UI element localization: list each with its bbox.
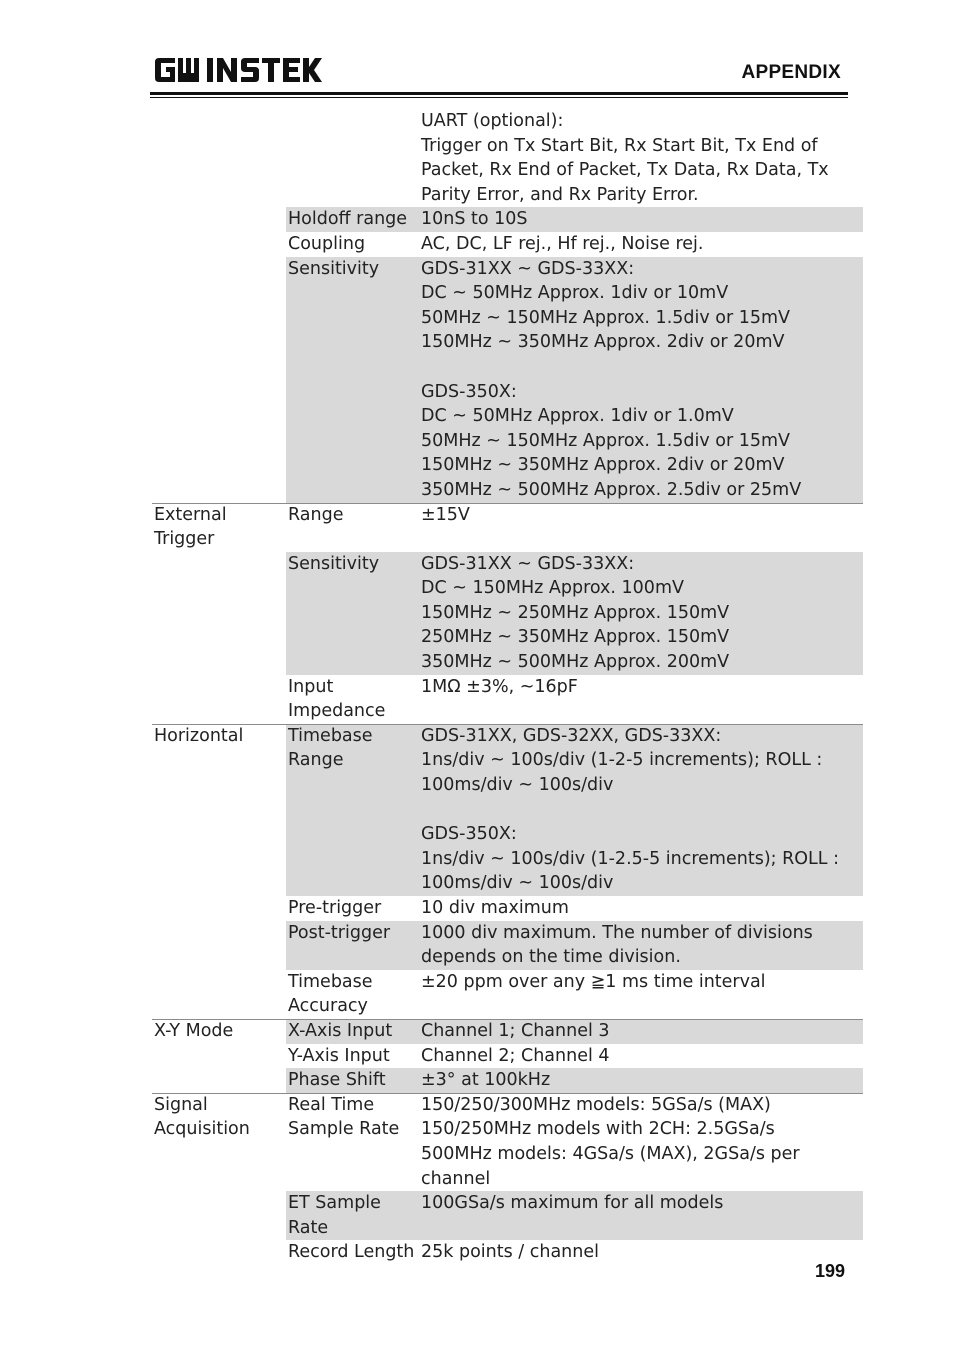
row-label: Coupling [288, 233, 366, 254]
row-group [152, 970, 286, 1019]
row-value: ±20 ppm over any ≧1 ms time interval [421, 971, 766, 992]
row-value: 25k points / channel [421, 1242, 599, 1263]
row-label: Range [288, 504, 344, 525]
table-row [152, 1240, 863, 1265]
row-group [152, 232, 286, 257]
row-label: Pre-trigger [288, 898, 382, 918]
table-row [152, 552, 863, 675]
row-group [152, 109, 286, 207]
table-row [152, 675, 863, 724]
row-group [152, 257, 286, 503]
row-label: Post-trigger [286, 921, 419, 970]
spec-table [152, 109, 863, 1265]
table-row [152, 1068, 863, 1093]
row-label [286, 109, 419, 207]
section-title: APPENDIX [741, 62, 841, 83]
row-group [152, 921, 286, 970]
row-group [152, 675, 286, 724]
row-group: X-Y Mode [154, 1020, 234, 1041]
table-row [152, 109, 863, 207]
row-group [152, 1240, 286, 1265]
table-row [152, 921, 863, 970]
table-row [152, 970, 863, 1019]
row-value: AC, DC, LF rej., Hf rej., Noise rej. [421, 233, 704, 254]
row-label: Holdoff range [286, 207, 419, 232]
row-group [152, 1044, 286, 1069]
row-group: Horizontal [154, 725, 244, 746]
row-label: ET Sample Rate [286, 1191, 419, 1240]
row-label: Sensitivity [286, 552, 419, 675]
row-value: GDS-31XX, GDS-32XX, GDS-33XX: 1ns/div ~ 100s/div (1-2-5 increments); ROLL : 100ms/div ~ 100s/div GDS-350X: 1ns/div ~ 100s/div (1-2.5-5 increments); ROLL : 100ms/div ~ 100s/div [419, 724, 863, 896]
row-value: GDS-31XX ~ GDS-33XX: DC ~ 50MHz Approx. 1div or 10mV 50MHz ~ 150MHz Approx. 1.5div or 15mV 150MHz ~ 350MHz Approx. 2div or 20mV GDS-350X: DC ~ 50MHz Approx. 1div or 1.0mV 50MHz ~ 150MHz Approx. 1.5div or 15mV 150MHz ~ 350MHz Approx. 2div or 20mV 350MHz ~ 500MHz Approx. 2.5div or 25mV [419, 257, 863, 503]
header-rule-thin [150, 97, 848, 98]
row-value: 100GSa/s maximum for all models [419, 1191, 863, 1240]
row-value: GDS-31XX ~ GDS-33XX: DC ~ 150MHz Approx. 100mV 150MHz ~ 250MHz Approx. 150mV 250MHz ~ 350MHz Approx. 150mV 350MHz ~ 500MHz Approx. 200mV [419, 552, 863, 675]
row-label: Phase Shift [286, 1068, 419, 1093]
row-value: ±15V [421, 504, 470, 525]
row-value: 10nS to 10S [419, 207, 863, 232]
row-value: Channel 1; Channel 3 [419, 1019, 863, 1044]
row-label: Sensitivity [286, 257, 419, 503]
table-row [152, 1093, 863, 1191]
gw-instek-logo [153, 56, 323, 84]
row-group [152, 1191, 286, 1240]
page-number: 199 [814, 1261, 845, 1281]
row-value: 10 div maximum [421, 898, 569, 918]
row-label: X-Axis Input [286, 1019, 419, 1044]
table-row [152, 232, 863, 257]
table-row [152, 1044, 863, 1069]
row-value: 1MΩ ±3%, ~16pF [421, 676, 578, 697]
row-group [152, 1068, 286, 1093]
table-row [152, 896, 863, 921]
row-label: Timebase Accuracy [288, 971, 373, 1017]
row-group: Signal Acquisition [154, 1094, 250, 1140]
row-label: Record Length [288, 1242, 415, 1263]
row-value: Channel 2; Channel 4 [421, 1045, 610, 1066]
row-label: Y-Axis Input [288, 1045, 390, 1066]
table-row [152, 1019, 863, 1044]
row-value: 1000 div maximum. The number of divisions depends on the time division. [419, 921, 863, 970]
header-rule [150, 92, 848, 95]
table-row [152, 724, 863, 896]
table-row [152, 503, 863, 552]
row-label: Input Impedance [288, 676, 386, 722]
table-row [152, 1191, 863, 1240]
row-group [152, 896, 286, 921]
row-group [152, 207, 286, 232]
row-value: 150/250/300MHz models: 5GSa/s (MAX) 150/250MHz models with 2CH: 2.5GSa/s 500MHz models: 4GSa/s (MAX), 2GSa/s per channel [421, 1094, 800, 1189]
table-row [152, 257, 863, 503]
row-group: External Trigger [154, 504, 227, 550]
row-value: ±3° at 100kHz [419, 1068, 863, 1093]
row-label: Real Time Sample Rate [288, 1094, 400, 1140]
row-value: UART (optional): Trigger on Tx Start Bit, Rx Start Bit, Tx End of Packet, Rx End of Packet, Tx Data, Rx Data, Tx Parity Error, and Rx Parity Error. [421, 111, 829, 205]
row-group [152, 552, 286, 675]
row-label: Timebase Range [286, 724, 419, 896]
table-row [152, 207, 863, 232]
